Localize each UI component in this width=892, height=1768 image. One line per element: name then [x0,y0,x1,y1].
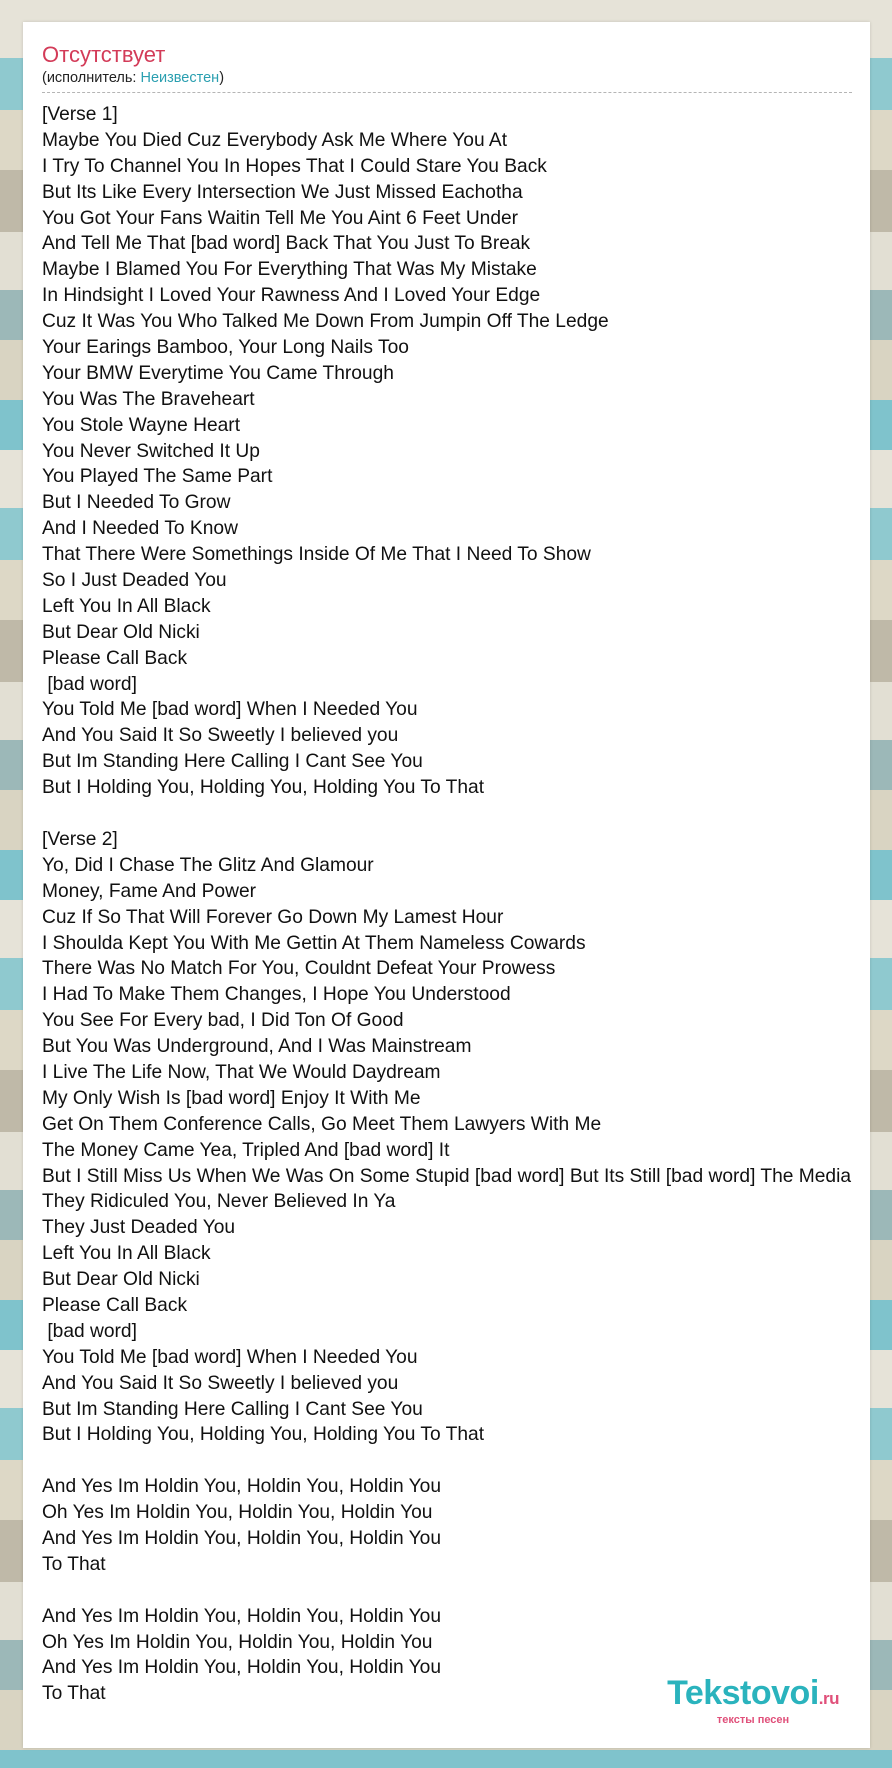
lyric-line: I Live The Life Now, That We Would Daydream [42,1061,441,1083]
lyric-line: You Stole Wayne Heart [42,414,241,436]
lyric-line: Yo, Did I Chase The Glitz And Glamour [42,854,374,876]
lyric-line: That There Were Somethings Inside Of Me That I Need To Show [42,544,591,566]
lyric-line: But Its Like Every Intersection We Just Missed Eachotha [42,181,523,203]
lyric-line [42,1578,870,1604]
lyric-line: You Told Me [bad word] When I Needed You [42,1346,418,1368]
song-title: Отсутствует [42,42,166,67]
lyric-line: I Had To Make Them Changes, I Hope You Understood [42,984,511,1006]
lyric-line: But Im Standing Here Calling I Cant See You [42,1398,423,1420]
lyric-line: And Yes Im Holdin You, Holdin You, Holdin You [42,1476,441,1498]
lyric-line: You Was The Braveheart [42,388,255,410]
artist-suffix: ) [219,70,225,86]
lyric-line: Left You In All Black [42,1243,211,1265]
lyric-line: So I Just Deaded You [42,570,227,592]
song-header [42,41,852,87]
lyric-line: And Yes Im Holdin You, Holdin You, Holdin You [42,1527,441,1549]
lyric-line: You Played The Same Part [42,466,273,488]
lyric-line: [Verse 2] [42,828,118,850]
lyric-line: Money, Fame And Power [42,880,257,902]
lyric-line: Your Earings Bamboo, Your Long Nails Too [42,337,409,359]
lyric-line: You Never Switched It Up [42,440,260,462]
lyric-line: Maybe You Died Cuz Everybody Ask Me Where You At [42,129,508,151]
lyric-line: Cuz It Was You Who Talked Me Down From Jumpin Off The Ledge [42,311,609,333]
lyric-line: To That [42,1683,106,1705]
site-logo[interactable] [667,1676,839,1726]
lyric-line: They Ridiculed You, Never Believed In Ya [42,1191,396,1213]
lyric-line: The Money Came Yea, Tripled And [bad word] It [42,1139,450,1161]
artist-link[interactable]: Неизвестен [140,70,220,86]
logo-tagline: тексты песен [716,1714,790,1726]
lyric-line: To That [42,1553,106,1575]
lyric-line [42,1448,870,1474]
logo-tld: .ru [818,1689,839,1708]
lyric-line: But You Was Underground, And I Was Mainstream [42,1036,472,1058]
lyric-line: You Got Your Fans Waitin Tell Me You Aint 6 Feet Under [42,207,519,229]
lyric-line: Maybe I Blamed You For Everything That Was My Mistake [42,259,537,281]
lyric-line: Please Call Back [42,1294,188,1316]
lyric-line: But Dear Old Nicki [42,621,200,643]
lyric-line: You Told Me [bad word] When I Needed You [42,699,418,721]
lyric-line: And Yes Im Holdin You, Holdin You, Holdin You [42,1605,441,1627]
lyric-line: Oh Yes Im Holdin You, Holdin You, Holdin You [42,1631,433,1653]
lyric-line: My Only Wish Is [bad word] Enjoy It With Me [42,1087,421,1109]
lyric-line: But I Holding You, Holding You, Holding You To That [42,777,485,799]
lyric-line: Left You In All Black [42,595,211,617]
lyric-line: [bad word] [42,673,137,695]
lyric-line: Please Call Back [42,647,188,669]
header-divider [42,92,852,93]
lyric-line: I Shoulda Kept You With Me Gettin At Them Nameless Cowards [42,932,586,954]
lyric-line [42,801,870,827]
lyrics-text [42,102,870,1707]
artist-prefix: (исполнитель: [42,70,141,86]
lyric-line: But I Still Miss Us When We Was On Some Stupid [bad word] But Its Still [bad word] The Media [42,1165,852,1187]
lyric-line: They Just Deaded You [42,1217,236,1239]
lyric-line: I Try To Channel You In Hopes That I Could Stare You Back [42,155,547,177]
lyric-line: But Im Standing Here Calling I Cant See You [42,751,423,773]
lyric-line: And I Needed To Know [42,518,238,540]
lyric-line: [Verse 1] [42,104,118,125]
lyric-line: But I Holding You, Holding You, Holding You To That [42,1424,485,1446]
lyric-line: In Hindsight I Loved Your Rawness And I Loved Your Edge [42,285,541,307]
lyric-line: But I Needed To Grow [42,492,231,514]
lyric-line: Cuz If So That Will Forever Go Down My Lamest Hour [42,906,504,928]
lyric-line: Get On Them Conference Calls, Go Meet Them Lawyers With Me [42,1113,602,1135]
lyric-line: You See For Every bad, I Did Ton Of Good [42,1010,404,1032]
lyric-line: But Dear Old Nicki [42,1269,200,1291]
lyric-line: Oh Yes Im Holdin You, Holdin You, Holdin You [42,1502,433,1524]
lyric-line: And Tell Me That [bad word] Back That You Just To Break [42,233,531,255]
lyrics-page [23,22,870,1748]
artist-line [42,69,852,87]
lyric-line: And Yes Im Holdin You, Holdin You, Holdin You [42,1657,441,1679]
lyric-line: And You Said It So Sweetly I believed you [42,1372,399,1394]
lyric-line: [bad word] [42,1320,137,1342]
lyric-line: Your BMW Everytime You Came Through [42,362,394,384]
lyric-line: There Was No Match For You, Couldnt Defeat Your Prowess [42,958,556,980]
lyric-line: And You Said It So Sweetly I believed you [42,725,399,747]
logo-name: Tekstovoi [667,1674,819,1712]
